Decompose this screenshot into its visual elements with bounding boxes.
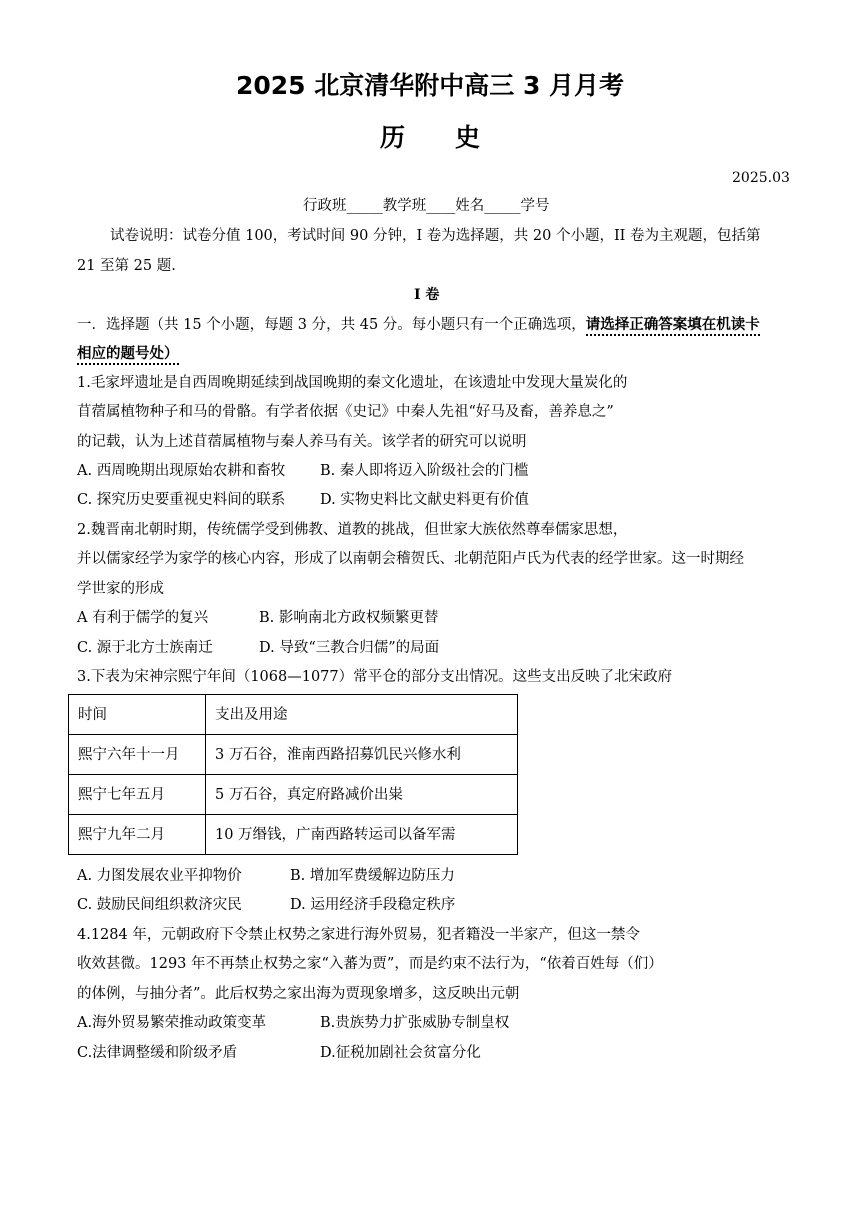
q1-option-b: B. 秦人即将迈入阶级社会的门槛 — [320, 463, 529, 479]
section-intro-emphasis: 请选择正确答案填在机读卡 — [586, 316, 760, 336]
q1-option-c: C. 探究历史要重视史料间的联系 — [77, 492, 286, 508]
exam-title: 2025 北京清华附中高三 3 月月考 — [235, 71, 625, 100]
q3-stem-line-1: 3.下表为宋神宗熙宁年间（1068—1077）常平仓的部分支出情况。这些支出反映了北宋政府 — [77, 669, 673, 685]
instructions-cont: 21 至第 25 题. — [77, 258, 176, 274]
table-row — [69, 775, 518, 815]
q2-option-b: B. 影响南北方政权频繁更替 — [259, 610, 439, 626]
table-cell-expenditure: 5 万石谷，真定府路减价出粜 — [206, 775, 518, 815]
q4-option-b: B.贵族势力扩张威胁专制皇权 — [320, 1015, 510, 1031]
q1-stem-line-3: 的记载，认为上述苜蓿属植物与秦人养马有关。该学者的研究可以说明 — [77, 434, 527, 450]
q1-option-a: A. 西周晚期出现原始农耕和畜牧 — [77, 463, 286, 479]
subject-title: 历 史 — [379, 123, 480, 152]
q2-option-a: A 有利于儒学的复兴 — [77, 610, 209, 626]
q3-expenditure-table — [68, 694, 518, 855]
q2-stem-line-3: 学世家的形成 — [77, 581, 164, 597]
q1-stem-line-1: 1.毛家坪遗址是自西周晚期延续到战国晚期的秦文化遗址，在该遗址中发现大量炭化的 — [77, 375, 628, 391]
table-cell-expenditure: 10 万缗钱，广南西路转运司以备军需 — [206, 815, 518, 855]
section-title: I 卷 — [414, 287, 440, 303]
table-header-expenditure: 支出及用途 — [206, 695, 518, 735]
section-intro-emphasis-cont: 相应的题号处） — [77, 345, 179, 365]
q4-option-c: C.法律调整缓和阶级矛盾 — [77, 1045, 238, 1061]
table-row — [69, 735, 518, 775]
table-cell-time: 熙宁六年十一月 — [69, 735, 206, 775]
q3-option-a: A. 力图发展农业平抑物价 — [77, 868, 242, 884]
q1-option-d: D. 实物史料比文献史料更有价值 — [320, 492, 529, 508]
q4-stem-line-3: 的体例，与抽分者”。此后权势之家出海为贾现象增多，这反映出元朝 — [77, 986, 520, 1002]
q3-option-d: D. 运用经济手段稳定秩序 — [290, 897, 456, 913]
q4-option-d: D.征税加剧社会贫富分化 — [320, 1045, 481, 1061]
table-header-time: 时间 — [69, 695, 206, 735]
table-header-row — [69, 695, 518, 735]
q2-option-c: C. 源于北方士族南迁 — [77, 640, 213, 656]
student-info-line: 行政班_____教学班____姓名_____学号 — [303, 198, 550, 214]
q2-stem-line-2: 并以儒家经学为家学的核心内容，形成了以南朝会稽贺氏、北朝范阳卢氏为代表的经学世家。这一时期经 — [77, 551, 744, 567]
table-cell-time: 熙宁七年五月 — [69, 775, 206, 815]
q3-option-b: B. 增加军费缓解边防压力 — [290, 868, 455, 884]
table-row — [69, 815, 518, 855]
q2-option-d: D. 导致“三教合归儒”的局面 — [259, 640, 440, 656]
instructions: 试卷说明：试卷分值 100，考试时间 90 分钟，I 卷为选择题，共 20 个小题，II 卷为主观题，包括第 — [110, 228, 761, 244]
q4-option-a: A.海外贸易繁荣推动政策变革 — [77, 1015, 267, 1031]
exam-date: 2025.03 — [732, 170, 790, 186]
q4-stem-line-2: 收效甚微。1293 年不再禁止权势之家“入蕃为贾”，而是约束不法行为，“依着百姓每（们） — [77, 956, 663, 972]
section-intro-cont — [77, 342, 179, 363]
q4-stem-line-1: 4.1284 年，元朝政府下令禁止权势之家进行海外贸易，犯者籍没一半家产，但这一禁令 — [77, 927, 640, 943]
q2-stem-line-1: 2.魏晋南北朝时期，传统儒学受到佛教、道教的挑战，但世家大族依然尊奉儒家思想， — [77, 522, 628, 538]
table-cell-expenditure: 3 万石谷，淮南西路招募饥民兴修水利 — [206, 735, 518, 775]
q3-option-c: C. 鼓励民间组织救济灾民 — [77, 897, 242, 913]
section-intro-text: 一．选择题（共 15 个小题，每题 3 分，共 45 分。每小题只有一个正确选项， — [77, 317, 586, 333]
section-intro — [77, 313, 760, 334]
q1-stem-line-2: 苜蓿属植物种子和马的骨骼。有学者依据《史记》中秦人先祖“好马及畜，善养息之” — [77, 404, 614, 420]
table-cell-time: 熙宁九年二月 — [69, 815, 206, 855]
